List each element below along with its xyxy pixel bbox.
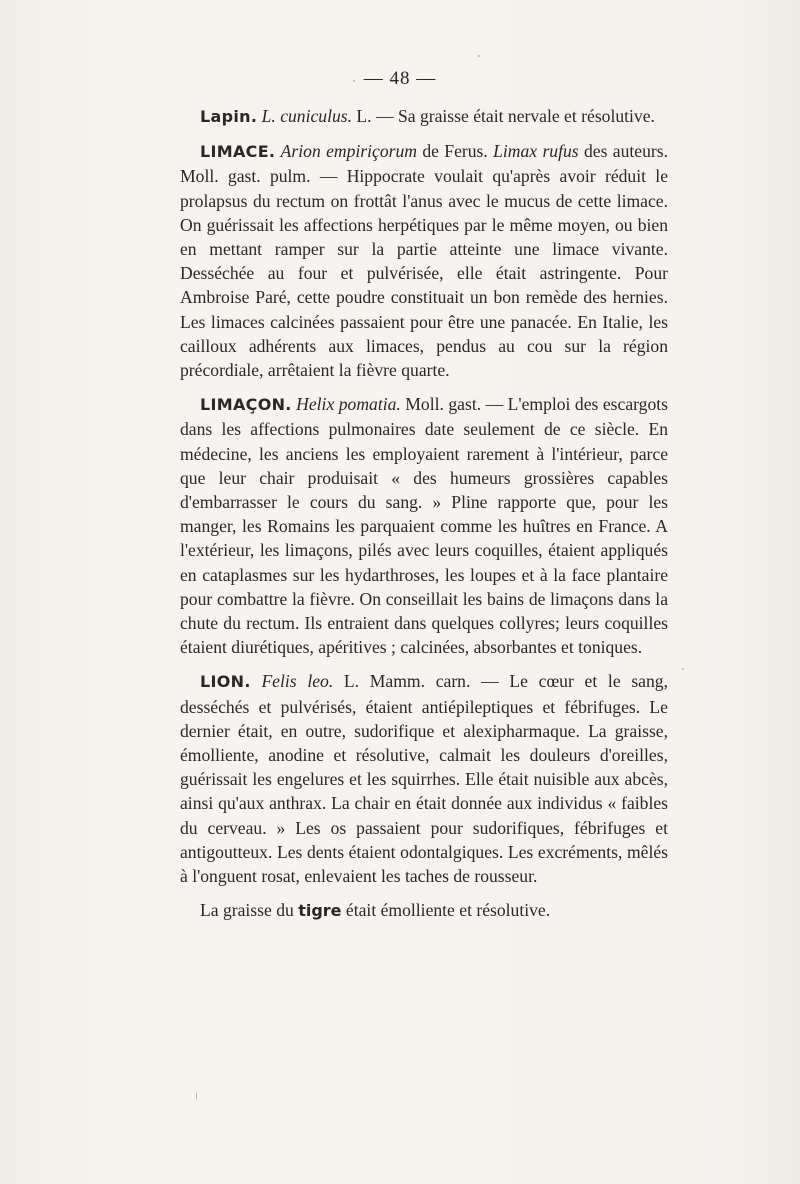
entry-head-lapin: Lapin. xyxy=(200,107,258,126)
latin-name-lapin: L. cuniculus. xyxy=(261,106,353,126)
latin-name-limace-1: Arion empiriçorum xyxy=(280,141,417,162)
entry-text-limace: des auteurs. Moll. gast. pulm. — Hippocrate voulait qu'après avoir réduit le prolapsus du rectum on frottât l'anus avec le mucus de cette limace. On guérissait les affections herpétiques par le même moyen, ou bien en mettant ramper sur la partie atteinte une limace vivante. Desséchée au four et pulvérisée, elle était astringente. Pour Ambroise Paré, cette poudre constituait un bon remède des hernies. Les limaces calcinées passaient pour être une panacée. En Italie, les cailloux adhérents aux limaces, pendus au cou sur la région précordiale, arrêtaient la fièvre quarte. xyxy=(180,141,668,381)
entry-text-tigre-pre: La graisse du xyxy=(200,900,299,921)
entry-text-limacon: Moll. gast. — L'emploi des escargots dans les affections pulmonaires date seulement de ce siècle. En médecine, les anciens les employaient rarement à l'intérieur, parce que leur chair produisait « des humeurs grossières capables d'embarrasser le cours du sang. » Pline rapporte que, pour les manger, les Romains les parquaient comme les huîtres en France. A l'extérieur, les limaçons, pilés avec leurs coquilles, étaient appliqués en cataplasmes sur les hydarthroses, les loupes et à la face plantaire pour combattre la fièvre. On conseillait les bains de limaçons dans la chute du rectum. Ils entraient dans quelques collyres; leurs coquilles étaient diurétiques, apéritives ; calcinées, absorbantes et toniques. xyxy=(180,394,668,658)
entry-head-limacon: LIMAÇON. xyxy=(200,395,292,415)
entry-text-tigre-post: était émolliente et résolutive. xyxy=(341,900,551,921)
latin-name-lion: Felis leo. xyxy=(261,671,334,692)
entry-limace xyxy=(180,139,668,382)
entry-limacon xyxy=(180,392,668,659)
paper-speck xyxy=(478,55,480,57)
latin-name-limacon: Helix pomatia. xyxy=(296,394,401,415)
entry-text-lion: L. Mamm. carn. — Le cœur et le sang, desséchés et pulvérisés, étaient antiépileptiques et fébrifuges. Le dernier était, en outre, sudorifique et alexipharmaque. La graisse, émolliente, anodine et résolutive, calmait les douleurs d'oreilles, guérissait les engelures et les squirrhes. Elle était nuisible aux abcès, ainsi qu'aux anthrax. La chair en était donnée aux individus « faibles du cerveau. » Les os passaient pour sudorifiques, fébrifuges et antigoutteux. Les dents étaient odontalgiques. Les excréments, mêlés à l'onguent rosat, enlevaient les taches de rousseur. xyxy=(180,671,668,887)
entry-tigre xyxy=(180,898,668,923)
entry-head-lion: LION. xyxy=(200,672,251,692)
paper-speck xyxy=(353,80,355,82)
latin-name-limace-2: Limax rufus xyxy=(493,141,579,162)
entry-head-limace: LIMACE. xyxy=(200,142,276,162)
entry-text-lapin: L. — Sa graisse était nervale et résolutive. xyxy=(352,106,655,126)
entry-lapin xyxy=(180,104,668,129)
paper-speck xyxy=(682,668,684,670)
entry-head-tigre: tigre xyxy=(298,901,342,921)
page-number: — 48 — xyxy=(363,68,437,89)
page-body xyxy=(180,104,668,934)
entry-text-limace-mid: de Ferus. xyxy=(416,141,494,162)
paper-speck xyxy=(196,1092,197,1100)
entry-lion xyxy=(180,669,668,888)
